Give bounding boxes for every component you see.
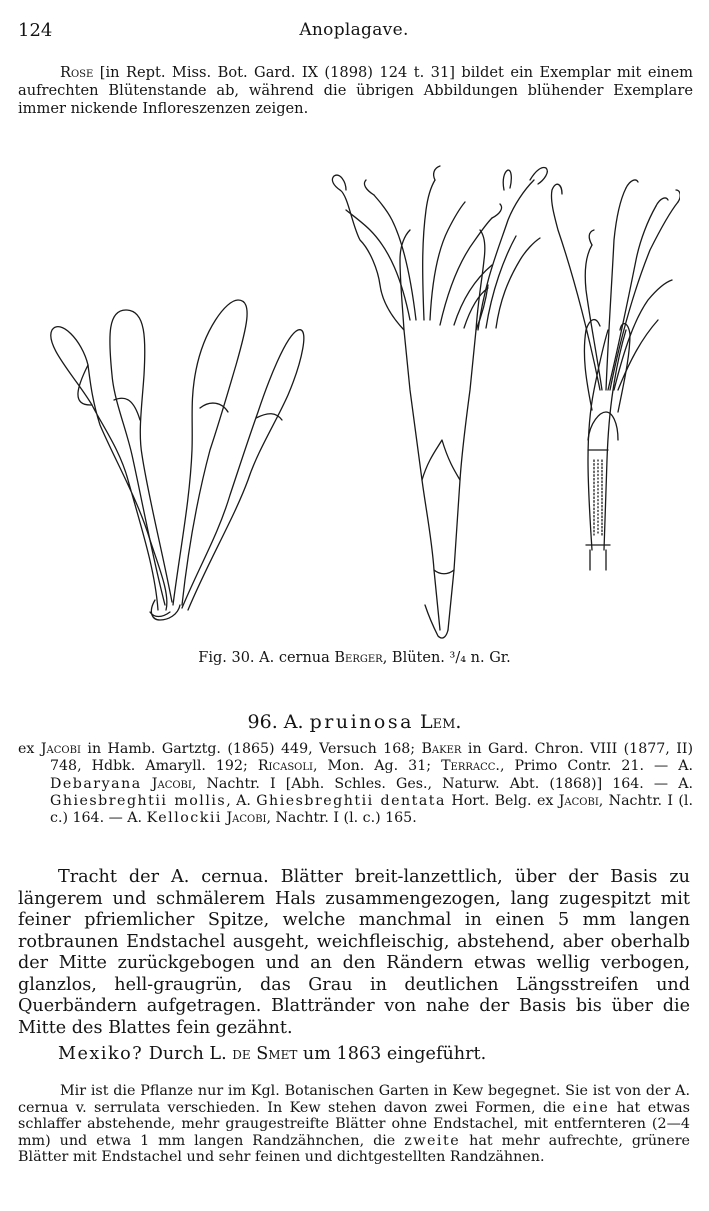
note-part: hat etwas schlaffer abstehende, mehr graugestreifte Blätter ohne Endstachel, mit entfernteren (2—4 mm) und etwa 1 mm langen Randzähnchen, die (18, 1099, 691, 1149)
origin-post: um 1863 eingeführt. (297, 1044, 487, 1064)
running-head: Anoplagave. (299, 20, 409, 40)
open-flower-right (551, 180, 680, 570)
intro-paragraph (18, 64, 693, 118)
page-header (18, 20, 690, 42)
origin-text (18, 1043, 690, 1065)
caption-prefix: Fig. 30. A. cernua (198, 650, 335, 666)
syn-text: , A. (226, 792, 257, 809)
syn-text: , Primo Contr. 21. — A. (499, 758, 694, 775)
syn-author: Jacobi (558, 792, 599, 809)
origin-country: Mexiko? (58, 1044, 144, 1064)
caption-suffix: , Blüten. ³/₄ n. Gr. (382, 650, 511, 666)
closed-buds-cluster (51, 300, 304, 620)
syn-text (142, 776, 152, 792)
origin-person: de Smet (232, 1044, 298, 1064)
description-text: Tracht der A. cernua. Blätter breit-lanzettlich, über der Basis zu längerem und schmälerem Hals zusammengezogen, lang zugespitzt mit feiner pfriemlicher Spitze, welche manchmal in einen 5 mm langen rotbraunen Endstachel ausgeht, weichfleischig, abstehend, aber oberhalb der Mitte zurückgebogen und an den Rändern etwas wellig verbogen, glanzlos, hell-graugrün, das Grau in deutlichen Längsstreifen und Querbändern aufgetragen. Blattränder von nahe der Basis bis über die Mitte des Blattes fein gezähnt. (18, 867, 690, 1038)
figure-caption (0, 650, 709, 666)
syn-text: , Nachtr. I (l. c.) 165. (266, 810, 417, 827)
species-name: pruinosa (309, 711, 414, 733)
syn-name: Ghiesbreghtii mollis (50, 792, 227, 809)
note-paragraph (18, 1083, 690, 1166)
syn-text: , Nachtr. I [Abh. Schles. Ges., Naturw. Abt. (1868)] 164. — A. (191, 775, 693, 792)
synonymy-text (18, 741, 693, 827)
note-emphasis: zweite (404, 1132, 461, 1149)
note-emphasis: eine (572, 1099, 610, 1116)
description-paragraph (18, 867, 690, 1039)
syn-name: Ghiesbreghtii dentata (256, 792, 446, 809)
intro-author: Rose (60, 64, 94, 81)
syn-author: Baker (421, 741, 462, 757)
syn-author: Ricasoli (257, 758, 313, 775)
syn-text: , Mon. Ag. 31; (312, 758, 442, 775)
figure-30-illustration (30, 150, 680, 650)
syn-text: ex (18, 741, 41, 757)
caption-author: Berger (334, 650, 383, 666)
note-text (18, 1083, 690, 1166)
intro-text: [in Rept. Miss. Bot. Gard. IX (1898) 124 t. 31] bildet ein Exemplar mit einem aufrechten Blütenstande ab, während die übrigen Abbildungen blühender Exemplare immer nickende Infloreszenzen zeigen. (18, 64, 693, 117)
syn-text: Hort. Belg. ex (445, 792, 559, 809)
syn-author: Jacobi (151, 775, 192, 792)
species-number: 96. A. (247, 711, 310, 733)
note-part: hat mehr aufrechte, grünere Blätter mit Endstachel und sehr feinen und dichtgestellten Randzähnen. (18, 1132, 690, 1166)
note-part: Mir ist die Pflanze nur im Kgl. Botanischen Garten in Kew begegnet. Sie ist von der A. cernua v. serrulata verschieden. In Kew stehen davon zwei Formen, die (18, 1083, 690, 1116)
syn-name: Kellockii (146, 810, 222, 827)
flower-drawing (30, 150, 680, 650)
syn-author: Jacobi (40, 741, 81, 757)
species-heading (0, 711, 709, 733)
syn-author: Terracc. (441, 758, 500, 775)
origin-paragraph (18, 1043, 690, 1065)
syn-author: Jacobi (226, 810, 267, 827)
origin-pre: Durch L. (143, 1044, 233, 1064)
syn-text: in Hamb. Gartztg. (1865) 449, Versuch 168; (80, 741, 422, 757)
species-author: Lem. (419, 711, 462, 733)
synonymy-paragraph (18, 741, 693, 827)
syn-text: in Gard. Chron. VIII (1877, II) 748, Hdbk. Amaryll. 192; (50, 741, 693, 775)
syn-text: , Nachtr. I (l. c.) 164. — A. (50, 792, 693, 827)
open-flower-middle (332, 166, 547, 638)
syn-name: Debaryana (50, 775, 142, 792)
page-number: 124 (18, 20, 53, 41)
